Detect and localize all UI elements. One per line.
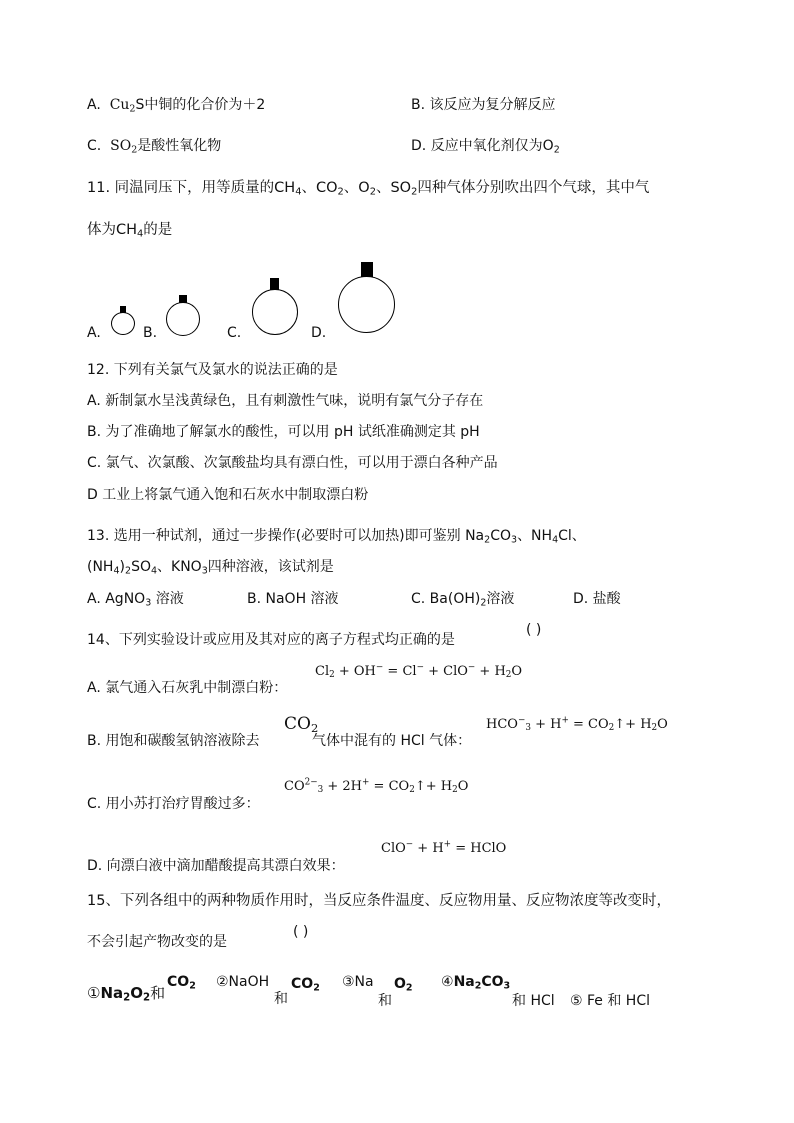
q14-option-a-equation: $Cl_2 + OH^- = Cl^- + ClO^- + H_2O$ (315, 662, 523, 681)
q14-option-a-text: A. 氯气通入石灰乳中制漂白粉： (87, 680, 288, 696)
q15-item-2: ②NaOH (216, 974, 270, 990)
q14-option-d-equation: ClO− + H+ = HClO (381, 839, 507, 856)
q13-stem-line2: $(NH_4)_2SO_4$、$KNO_3$四种溶液，该试剂是 (87, 559, 334, 577)
q15-item-3: ③Na (342, 974, 374, 990)
q14-stem: 14、下列实验设计或应用及其对应的离子方程式均正确的是 (87, 632, 455, 648)
q11-label-c: C. (227, 325, 242, 341)
q15-stem-line1: 15、下列各组中的两种物质作用时，当反应条件温度、反应物用量、反应物浓度等改变时， (87, 893, 671, 909)
q14-option-d-text: D. 向漂白液中滴加醋酸提高其漂白效果： (87, 858, 345, 874)
q10-option-c: C. $SO_2$是酸性氧化物 (87, 138, 222, 156)
q15-item-4-he: 和 HCl (512, 993, 555, 1009)
q11-label-a: A. (87, 325, 101, 341)
q13-option-a: A. AgNO$_3$ 溶液 (87, 591, 184, 609)
q14-option-b-text2: 气体中混有的 HCl 气体： (312, 733, 472, 749)
q11-label-b: B. (143, 325, 158, 341)
q15-item-4: $④Na_2CO_3$ (441, 974, 511, 992)
q11-stem-line1: 11. 同温同压下，用等质量的$CH_4$、$CO_2$、$O_2$、$SO_2$四种气体分别吹出四个气球，其中气 (87, 180, 650, 198)
q15-item-2-co2: $CO_2$ (291, 976, 320, 994)
q14-option-c-text: C. 用小苏打治疗胃酸过多： (87, 796, 260, 812)
q15-item-3-o2: $O_2$ (394, 976, 413, 994)
q15-stem-line2: 不会引起产物改变的是 (87, 934, 227, 950)
q12-option-d: D 工业上将氯气通入饱和石灰水中制取漂白粉 (87, 487, 369, 503)
q14-option-b-co2: $CO_2$ (284, 714, 319, 735)
q15-item-2-he: 和 (274, 991, 288, 1007)
q12-option-a: A. 新制氯水呈浅黄绿色，且有刺激性气味，说明有氯气分子存在 (87, 393, 484, 409)
q15-item-3-he: 和 (378, 993, 392, 1009)
q15-answer-paren: ( ) (293, 924, 309, 940)
q12-stem: 12. 下列有关氯气及氯水的说法正确的是 (87, 362, 338, 378)
q13-option-c: C. $Ba(OH)_2$溶液 (411, 591, 515, 609)
q15-item-1-co2: $CO_2$ (167, 974, 196, 992)
q15-item-5: ⑤ Fe 和 HCl (570, 993, 650, 1009)
q10-option-a: A. $Cu_2S$中铜的化合价为＋2 (87, 97, 266, 115)
q15-item-1: $①Na_2O_2$和 (87, 984, 166, 1004)
q14-option-c-equation: $CO^{2-}_3 + 2H^+$ = $CO_2↑+ H_2O$ (284, 777, 469, 796)
q11-stem-line2: 体为$CH_4$的是 (87, 222, 173, 240)
q13-stem-line1: 13. 选用一种试剂，通过一步操作(必要时可以加热)即可鉴别 $Na_2CO_3$、$NH_4Cl$、 (87, 528, 586, 546)
q14-answer-paren: ( ) (526, 622, 542, 638)
q10-option-d: D. 反应中氧化剂仅为$O_2$ (411, 138, 560, 156)
q13-option-d: D. 盐酸 (573, 591, 621, 607)
q14-option-b-equation: $HCO^-_3 + H^+$ = $CO_2↑+ H_2O$ (486, 715, 668, 734)
q12-option-c: C. 氯气、次氯酸、次氯酸盐均具有漂白性，可以用于漂白各种产品 (87, 455, 498, 471)
q10-option-b: B. 该反应为复分解反应 (411, 97, 556, 113)
q14-option-b-text1: B. 用饱和碳酸氢钠溶液除去 (87, 733, 260, 749)
q13-option-b: B. NaOH 溶液 (247, 591, 339, 607)
q11-label-d: D. (311, 325, 327, 341)
q12-option-b: B. 为了准确地了解氯水的酸性，可以用 pH 试纸准确测定其 pH (87, 424, 480, 440)
